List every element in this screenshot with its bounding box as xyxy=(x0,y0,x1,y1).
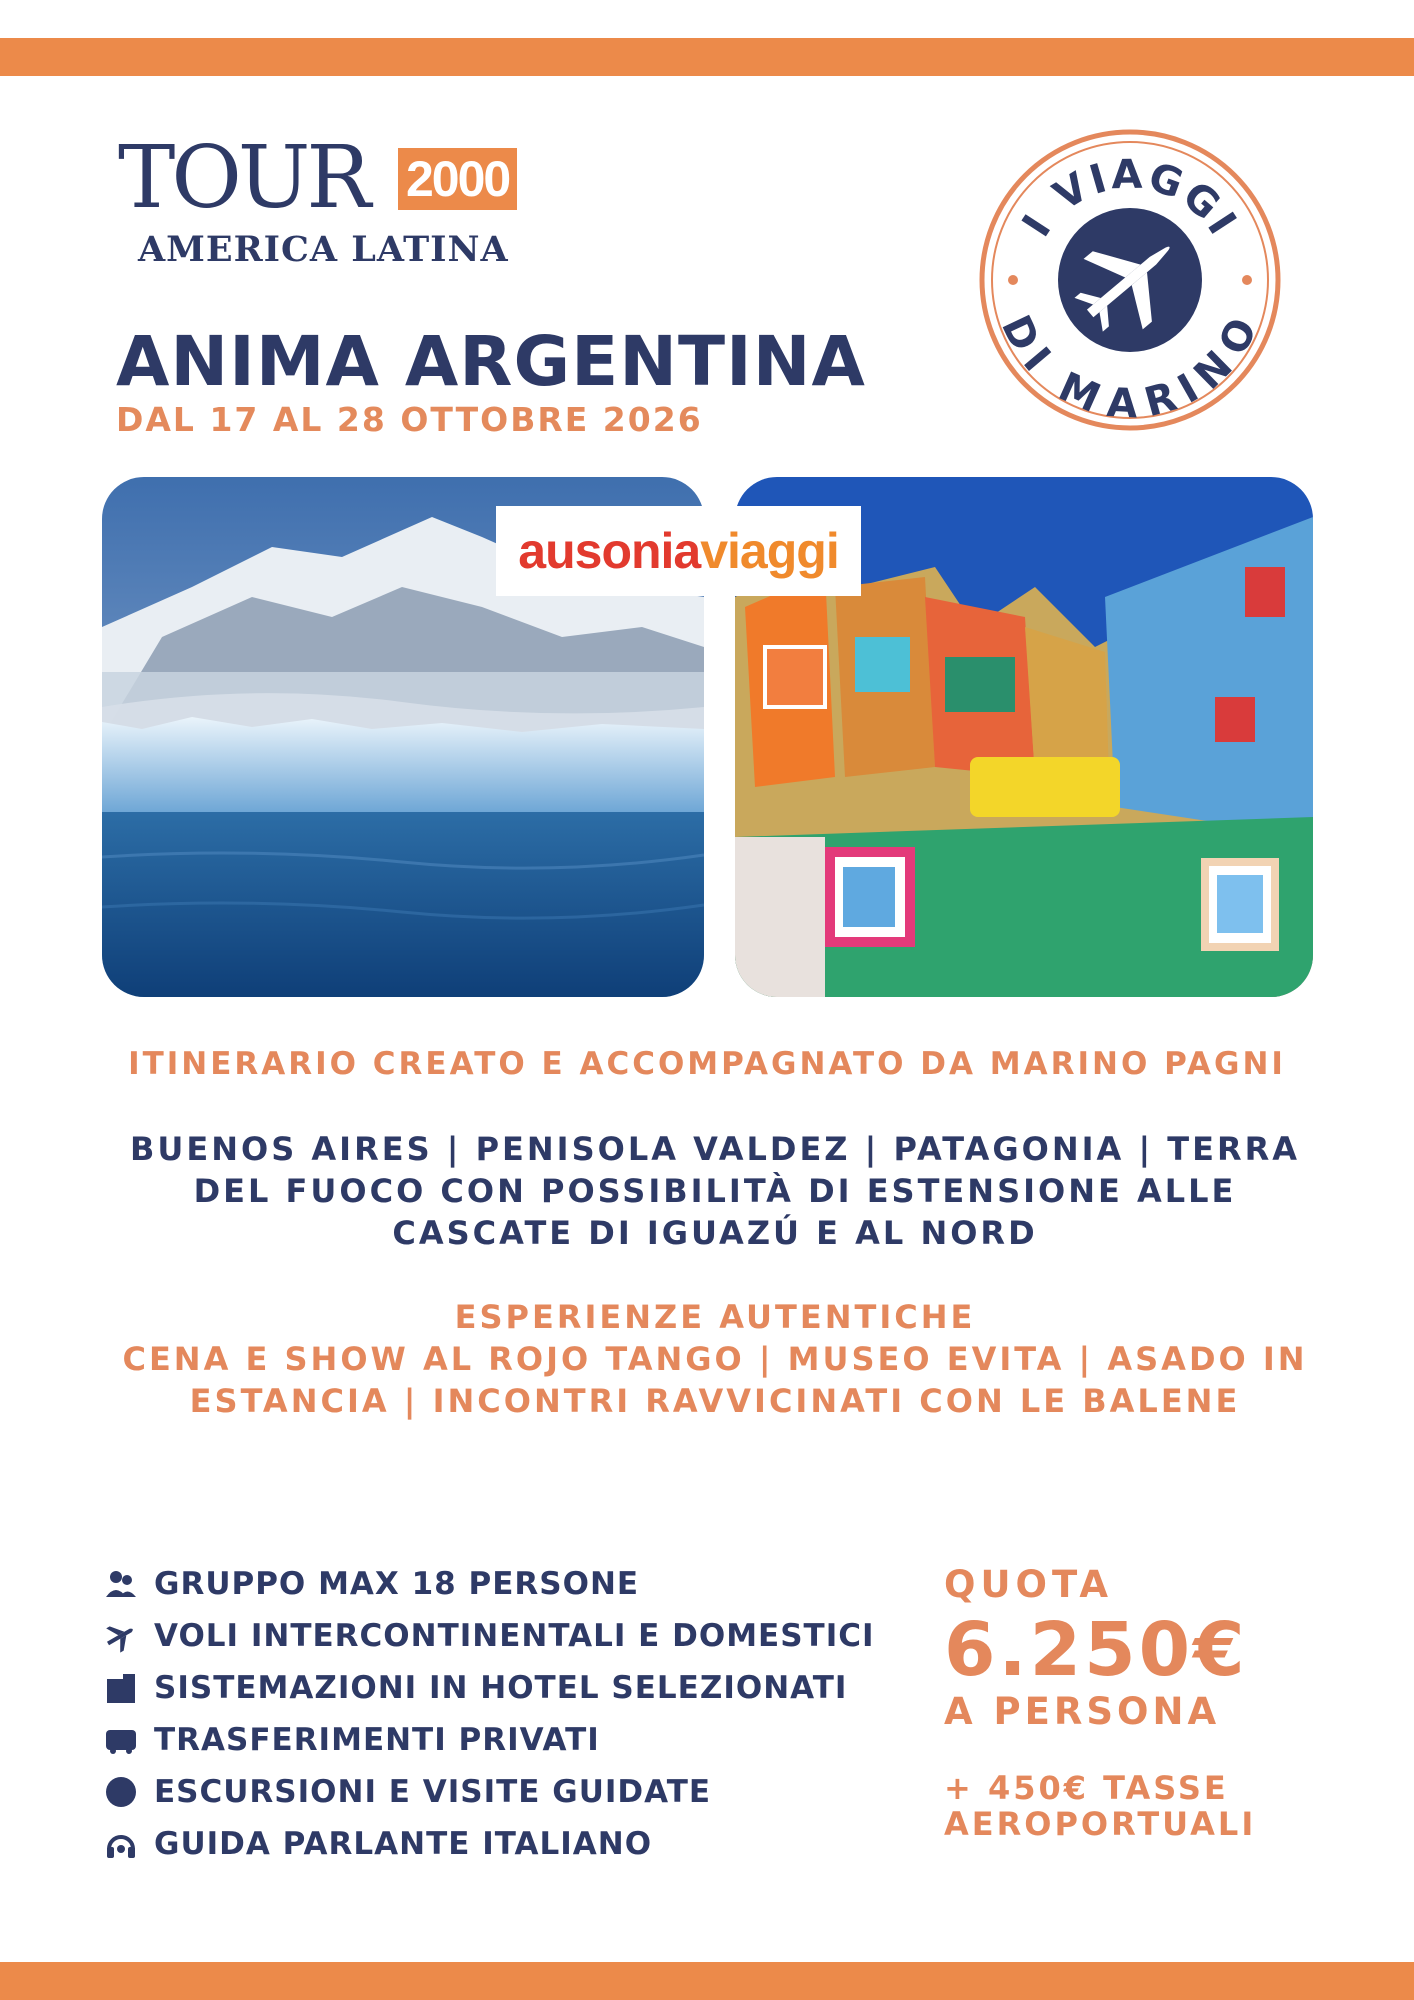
experiences-block xyxy=(100,1296,1330,1422)
price-block xyxy=(944,1562,1304,1842)
feature-label: GRUPPO MAX 18 PERSONE xyxy=(154,1566,640,1602)
logo-subtitle: AMERICA LATINA xyxy=(138,229,509,270)
group-icon xyxy=(104,1567,138,1601)
feature-item-excursions xyxy=(104,1766,904,1818)
bottom-accent-bar xyxy=(0,1962,1414,2000)
price-label: QUOTA xyxy=(944,1563,1113,1606)
bus-icon xyxy=(104,1723,138,1757)
feature-item-guide xyxy=(104,1818,904,1870)
experiences-text: CENA E SHOW AL ROJO TANGO | MUSEO EVITA | ASADO IN ESTANCIA | INCONTRI RAVVICINATI CON LE BALENE xyxy=(122,1340,1308,1420)
plane-icon xyxy=(104,1619,138,1653)
feature-label: ESCURSIONI E VISITE GUIDATE xyxy=(154,1774,712,1810)
itinerary-line: ITINERARIO CREATO E ACCOMPAGNATO DA MARINO PAGNI xyxy=(128,1046,1286,1082)
logo-year-badge: 2000 xyxy=(398,148,517,210)
features-list xyxy=(104,1558,904,1870)
trip-dates: DAL 17 AL 28 OTTOBRE 2026 xyxy=(116,400,703,439)
tour2000-logo xyxy=(118,128,578,278)
feature-item-group xyxy=(104,1558,904,1610)
feature-item-flights xyxy=(104,1610,904,1662)
top-accent-bar xyxy=(0,38,1414,76)
headset-icon xyxy=(104,1827,138,1861)
airport-taxes-line1: + 450€ TASSE xyxy=(944,1769,1229,1807)
feature-label: GUIDA PARLANTE ITALIANO xyxy=(154,1826,653,1862)
page-title: ANIMA ARGENTINA xyxy=(116,322,866,402)
logo-main-text: TOUR xyxy=(118,128,368,228)
price-per-person: A PERSONA xyxy=(944,1690,1221,1733)
feature-label: TRASFERIMENTI PRIVATI xyxy=(154,1722,600,1758)
destinations-text: BUENOS AIRES | PENISOLA VALDEZ | PATAGONIA | TERRA DEL FUOCO CON POSSIBILITÀ DI ESTENSIONE ALLE CASCATE DI IGUAZÚ E AL NORD xyxy=(129,1130,1300,1252)
stamp-top-text: I VIAGGI xyxy=(1013,151,1247,245)
feature-item-transfers xyxy=(104,1714,904,1766)
stamp-bottom-text: DI MARINO xyxy=(992,308,1268,428)
dot-icon xyxy=(104,1775,138,1809)
ausonia-logo-part2: viaggi xyxy=(700,523,839,579)
feature-item-hotel xyxy=(104,1662,904,1714)
ausonia-logo-part1: ausonia xyxy=(518,523,701,579)
feature-label: SISTEMAZIONI IN HOTEL SELEZIONATI xyxy=(154,1670,848,1706)
viaggi-di-marino-stamp xyxy=(975,125,1285,435)
price-value: 6.250€ xyxy=(944,1607,1248,1693)
experiences-heading: ESPERIENZE AUTENTICHE xyxy=(454,1298,976,1336)
airport-taxes-line2: AEROPORTUALI xyxy=(944,1805,1257,1843)
ausonia-viaggi-logo xyxy=(496,506,861,596)
hotel-icon xyxy=(104,1671,138,1705)
feature-label: VOLI INTERCONTINENTALI E DOMESTICI xyxy=(154,1618,875,1654)
